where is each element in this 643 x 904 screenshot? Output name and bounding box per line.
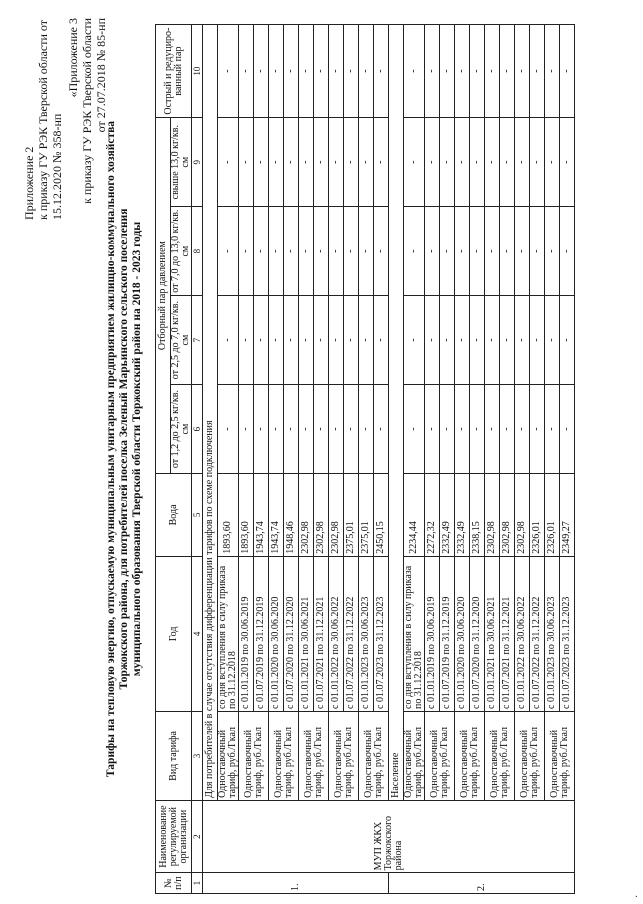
empty-value: - bbox=[470, 296, 485, 385]
empty-value: - bbox=[314, 296, 329, 385]
table-row bbox=[485, 25, 500, 894]
water-value: 1943,74 bbox=[254, 474, 269, 557]
empty-value: - bbox=[545, 296, 560, 385]
empty-value: - bbox=[425, 25, 440, 118]
water-value: 2302,98 bbox=[485, 474, 500, 557]
tariff-period: с 01.01.2022 по 30.06.2022 bbox=[329, 556, 344, 711]
empty-value: - bbox=[269, 25, 284, 118]
title-line: Торжокского района, для потребителей поселка Зеленый Марьинского сельского поселения bbox=[118, 208, 130, 690]
empty-value: - bbox=[515, 207, 530, 296]
col-header-org: Наименование регулируемой организации bbox=[156, 800, 192, 872]
tariff-period: с 01.01.2021 по 30.06.2021 bbox=[299, 556, 314, 711]
empty-value: - bbox=[269, 207, 284, 296]
empty-value: - bbox=[239, 25, 254, 118]
empty-value: - bbox=[545, 207, 560, 296]
empty-value: - bbox=[239, 207, 254, 296]
empty-value: - bbox=[269, 385, 284, 474]
tariff-type: Одноставочный тариф, руб./Гкал bbox=[425, 711, 455, 800]
empty-value: - bbox=[299, 385, 314, 474]
empty-value: - bbox=[530, 385, 545, 474]
tariff-type: Одноставочный тариф, руб./Гкал bbox=[218, 711, 239, 800]
table-row bbox=[515, 25, 530, 894]
empty-value: - bbox=[425, 296, 440, 385]
col-number: 1 bbox=[192, 873, 203, 894]
section-title: Население bbox=[389, 25, 404, 801]
tariff-period: с 01.07.2021 по 31.12.2021 bbox=[314, 556, 329, 711]
water-value: 2272,32 bbox=[425, 474, 440, 557]
table-row bbox=[545, 25, 560, 894]
empty-value: - bbox=[218, 296, 239, 385]
water-value: 2302,98 bbox=[299, 474, 314, 557]
table-row bbox=[329, 25, 344, 894]
table-row bbox=[269, 25, 284, 894]
tariff-type: Одноставочный тариф, руб./Гкал bbox=[269, 711, 299, 800]
tariff-type: Одноставочный тариф, руб./Гкал bbox=[299, 711, 329, 800]
col-header-sharp: Острый и редуциро-ванный пар bbox=[156, 25, 192, 118]
appendix-line: к приказу ГУ РЭК Тверской области bbox=[80, 18, 94, 204]
tariff-type: Одноставочный тариф, руб./Гкал bbox=[455, 711, 485, 800]
empty-value: - bbox=[404, 385, 425, 474]
water-value: 2234,44 bbox=[404, 474, 425, 557]
water-value: 2375,01 bbox=[359, 474, 374, 557]
water-value: 2332,49 bbox=[440, 474, 455, 557]
tariff-period: с 01.01.2020 по 30.06.2020 bbox=[455, 556, 470, 711]
empty-value: - bbox=[374, 296, 389, 385]
table-row bbox=[239, 25, 254, 894]
appendix-line: «Приложение 3 bbox=[66, 18, 80, 98]
empty-value: - bbox=[314, 118, 329, 207]
empty-value: - bbox=[344, 118, 359, 207]
col-number: 7 bbox=[192, 296, 203, 385]
section-row bbox=[203, 25, 218, 894]
table-row bbox=[425, 25, 440, 894]
table-row bbox=[218, 25, 239, 894]
col-header-steam: Отборный пар давлением bbox=[156, 118, 171, 474]
empty-value: - bbox=[374, 385, 389, 474]
empty-value: - bbox=[284, 296, 299, 385]
tariff-type: Одноставочный тариф, руб./Гкал bbox=[545, 711, 575, 800]
empty-value: - bbox=[440, 385, 455, 474]
tariff-period: со дня вступления в силу приказа по 31.12.2018 bbox=[218, 556, 239, 711]
tariff-period: с 01.07.2019 по 31.12.2019 bbox=[254, 556, 269, 711]
empty-value: - bbox=[455, 118, 470, 207]
col-header-num: № п/п bbox=[156, 873, 192, 894]
water-value: 2349,27 bbox=[560, 474, 575, 557]
col-number: 8 bbox=[192, 207, 203, 296]
empty-value: - bbox=[560, 296, 575, 385]
row-number: 2. bbox=[389, 873, 575, 894]
empty-value: - bbox=[530, 25, 545, 118]
col-header-steam-2: от 2,5 до 7,0 кг/кв. см bbox=[171, 296, 192, 385]
empty-value: - bbox=[284, 118, 299, 207]
empty-value: - bbox=[269, 118, 284, 207]
tariff-type: Одноставочный тариф, руб./Гкал bbox=[404, 711, 425, 800]
table-row bbox=[359, 25, 374, 894]
empty-value: - bbox=[329, 296, 344, 385]
empty-value: - bbox=[425, 118, 440, 207]
empty-value: - bbox=[329, 207, 344, 296]
appendix-2-header bbox=[22, 20, 64, 220]
empty-value: - bbox=[218, 207, 239, 296]
empty-value: - bbox=[329, 118, 344, 207]
tariff-type: Одноставочный тариф, руб./Гкал bbox=[359, 711, 389, 800]
document-title bbox=[105, 34, 144, 864]
title-line: Тарифы на тепловую энергию, отпускаемую муниципальным унитарным предприятием жилищно-коммунального хозяйства bbox=[105, 120, 117, 778]
empty-value: - bbox=[455, 207, 470, 296]
empty-value: - bbox=[404, 118, 425, 207]
empty-value: - bbox=[545, 385, 560, 474]
empty-value: - bbox=[284, 207, 299, 296]
appendix-line: от 27.07.2018 № 85-нп bbox=[94, 18, 108, 133]
empty-value: - bbox=[344, 296, 359, 385]
tariff-period: с 01.07.2021 по 31.12.2021 bbox=[500, 556, 515, 711]
empty-value: - bbox=[470, 385, 485, 474]
tariff-period: с 01.01.2020 по 30.06.2020 bbox=[269, 556, 284, 711]
empty-value: - bbox=[515, 25, 530, 118]
tariff-table bbox=[155, 24, 575, 894]
empty-value: - bbox=[314, 207, 329, 296]
tariff-period: с 01.01.2022 по 30.06.2022 bbox=[515, 556, 530, 711]
empty-value: - bbox=[254, 296, 269, 385]
col-number: 5 bbox=[192, 474, 203, 557]
empty-value: - bbox=[560, 118, 575, 207]
header-row bbox=[156, 25, 171, 894]
empty-value: - bbox=[485, 25, 500, 118]
col-header-steam-3: от 7,0 до 13,0 кг/кв. см bbox=[171, 207, 192, 296]
empty-value: - bbox=[314, 25, 329, 118]
empty-value: - bbox=[284, 385, 299, 474]
water-value: 2302,98 bbox=[329, 474, 344, 557]
water-value: 2302,98 bbox=[500, 474, 515, 557]
row-number: 1. bbox=[203, 873, 389, 894]
empty-value: - bbox=[500, 118, 515, 207]
empty-value: - bbox=[329, 385, 344, 474]
tariff-period: с 01.07.2020 по 31.12.2020 bbox=[470, 556, 485, 711]
empty-value: - bbox=[500, 207, 515, 296]
water-value: 2302,98 bbox=[314, 474, 329, 557]
empty-value: - bbox=[404, 25, 425, 118]
section-row bbox=[389, 25, 404, 894]
empty-value: - bbox=[359, 207, 374, 296]
col-number: 3 bbox=[192, 711, 203, 800]
water-value: 1893,60 bbox=[239, 474, 254, 557]
empty-value: - bbox=[359, 385, 374, 474]
empty-value: - bbox=[515, 296, 530, 385]
table-row bbox=[404, 25, 425, 894]
empty-value: - bbox=[344, 207, 359, 296]
tariff-type: Одноставочный тариф, руб./Гкал bbox=[239, 711, 269, 800]
appendix-line: Приложение 2 bbox=[22, 146, 36, 220]
empty-value: - bbox=[374, 207, 389, 296]
water-value: 2375,01 bbox=[344, 474, 359, 557]
empty-value: - bbox=[545, 25, 560, 118]
table-body bbox=[203, 25, 575, 894]
empty-value: - bbox=[440, 296, 455, 385]
tariff-period: со дня вступления в силу приказа по 31.12.2018 bbox=[404, 556, 425, 711]
empty-value: - bbox=[284, 25, 299, 118]
empty-value: - bbox=[530, 296, 545, 385]
empty-value: - bbox=[470, 207, 485, 296]
col-number: 10 bbox=[192, 25, 203, 118]
empty-value: - bbox=[239, 385, 254, 474]
tariff-period: с 01.07.2020 по 31.12.2020 bbox=[284, 556, 299, 711]
empty-value: - bbox=[269, 296, 284, 385]
tariff-type: Одноставочный тариф, руб./Гкал bbox=[485, 711, 515, 800]
tariff-period: с 01.01.2023 по 30.06.2023 bbox=[545, 556, 560, 711]
empty-value: - bbox=[344, 385, 359, 474]
tariff-period: с 01.01.2021 по 30.06.2021 bbox=[485, 556, 500, 711]
table-row bbox=[455, 25, 470, 894]
empty-value: - bbox=[254, 385, 269, 474]
empty-value: - bbox=[359, 296, 374, 385]
empty-value: - bbox=[299, 25, 314, 118]
empty-value: - bbox=[359, 118, 374, 207]
empty-value: - bbox=[254, 25, 269, 118]
table-row bbox=[299, 25, 314, 894]
empty-value: - bbox=[485, 385, 500, 474]
empty-value: - bbox=[314, 385, 329, 474]
col-header-steam-1: от 1,2 до 2,5 кг/кв. см bbox=[171, 385, 192, 474]
empty-value: - bbox=[299, 296, 314, 385]
empty-value: - bbox=[374, 118, 389, 207]
empty-value: - bbox=[545, 118, 560, 207]
title-line: муниципального образования Тверской области Торжокский район на 2018 - 2023 годы bbox=[131, 221, 143, 677]
empty-value: - bbox=[425, 385, 440, 474]
empty-value: - bbox=[500, 296, 515, 385]
col-number: 6 bbox=[192, 385, 203, 474]
appendix-line: к приказу ГУ РЭК Тверской области от bbox=[36, 20, 50, 220]
empty-value: - bbox=[485, 207, 500, 296]
tariff-period: с 01.07.2023 по 31.12.2023 bbox=[374, 556, 389, 711]
col-number: 9 bbox=[192, 118, 203, 207]
tariff-type: Одноставочный тариф, руб./Гкал bbox=[329, 711, 359, 800]
water-value: 2326,01 bbox=[545, 474, 560, 557]
col-header-year: Год bbox=[156, 556, 192, 711]
empty-value: - bbox=[374, 25, 389, 118]
empty-value: - bbox=[404, 207, 425, 296]
empty-value: - bbox=[359, 25, 374, 118]
water-value: 2338,15 bbox=[470, 474, 485, 557]
tariff-type: Одноставочный тариф, руб./Гкал bbox=[515, 711, 545, 800]
empty-value: - bbox=[455, 296, 470, 385]
empty-value: - bbox=[470, 25, 485, 118]
tariff-period: с 01.07.2022 по 31.12.2022 bbox=[530, 556, 545, 711]
empty-value: - bbox=[239, 118, 254, 207]
empty-value: - bbox=[329, 25, 344, 118]
empty-value: - bbox=[404, 296, 425, 385]
empty-value: - bbox=[485, 296, 500, 385]
water-value: 2450,15 bbox=[374, 474, 389, 557]
col-header-steam-4: свыше 13,0 кг/кв. см bbox=[171, 118, 192, 207]
empty-value: - bbox=[530, 207, 545, 296]
tariff-period: с 01.07.2023 по 31.12.2023 bbox=[560, 556, 575, 711]
water-value: 1893,60 bbox=[218, 474, 239, 557]
empty-value: - bbox=[530, 118, 545, 207]
col-header-type: Вид тарифа bbox=[156, 711, 192, 800]
empty-value: - bbox=[218, 385, 239, 474]
tariff-period: с 01.07.2022 по 31.12.2022 bbox=[344, 556, 359, 711]
empty-value: - bbox=[440, 207, 455, 296]
water-value: 2302,98 bbox=[515, 474, 530, 557]
empty-value: - bbox=[344, 25, 359, 118]
empty-value: - bbox=[239, 296, 254, 385]
empty-value: - bbox=[455, 385, 470, 474]
empty-value: - bbox=[254, 207, 269, 296]
empty-value: - bbox=[299, 118, 314, 207]
empty-value: - bbox=[515, 118, 530, 207]
empty-value: - bbox=[560, 207, 575, 296]
footer-mark: · bbox=[632, 894, 643, 898]
column-number-row bbox=[192, 25, 203, 894]
empty-value: - bbox=[440, 25, 455, 118]
empty-value: - bbox=[425, 207, 440, 296]
tariff-period: с 01.01.2023 по 30.06.2023 bbox=[359, 556, 374, 711]
water-value: 1948,46 bbox=[284, 474, 299, 557]
empty-value: - bbox=[470, 118, 485, 207]
empty-value: - bbox=[254, 118, 269, 207]
empty-value: - bbox=[218, 25, 239, 118]
col-number: 2 bbox=[192, 800, 203, 872]
empty-value: - bbox=[440, 118, 455, 207]
empty-value: - bbox=[299, 207, 314, 296]
col-header-water: Вода bbox=[156, 474, 192, 557]
empty-value: - bbox=[515, 385, 530, 474]
empty-value: - bbox=[485, 118, 500, 207]
col-number: 4 bbox=[192, 556, 203, 711]
empty-value: - bbox=[500, 385, 515, 474]
empty-value: - bbox=[560, 385, 575, 474]
section-title: Для потребителей в случае отсутствия дифференциации тарифов по схеме подключения bbox=[203, 25, 218, 801]
tariff-period: с 01.01.2019 по 30.06.2019 bbox=[425, 556, 440, 711]
empty-value: - bbox=[500, 25, 515, 118]
empty-value: - bbox=[455, 25, 470, 118]
tariff-period: с 01.01.2019 по 30.06.2019 bbox=[239, 556, 254, 711]
appendix-3-header bbox=[66, 18, 108, 204]
empty-value: - bbox=[218, 118, 239, 207]
tariff-period: с 01.07.2019 по 31.12.2019 bbox=[440, 556, 455, 711]
empty-value: - bbox=[560, 25, 575, 118]
water-value: 2326,01 bbox=[530, 474, 545, 557]
organization-name: МУП ЖКХ Торжокского района bbox=[203, 800, 575, 872]
water-value: 2332,49 bbox=[455, 474, 470, 557]
appendix-line: 15.12.2020 № 358-нп bbox=[50, 113, 64, 220]
water-value: 1943,74 bbox=[269, 474, 284, 557]
